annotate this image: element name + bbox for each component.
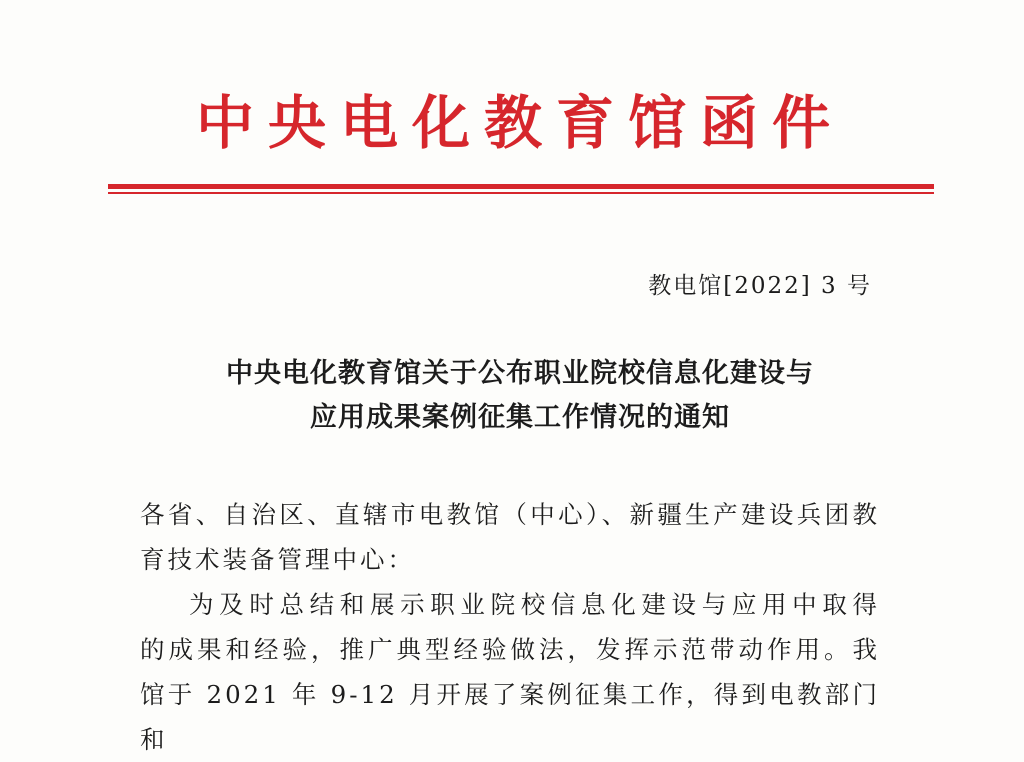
masthead-title: 中央电化教育馆函件 bbox=[195, 89, 844, 157]
notice-title-line-1: 中央电化教育馆关于公布职业院校信息化建设与 bbox=[226, 358, 814, 389]
notice-title-line-2: 应用成果案例征集工作情况的通知 bbox=[310, 402, 730, 433]
notice-title bbox=[130, 352, 910, 440]
addressee-line-2: 育技术装备管理中心： bbox=[140, 545, 415, 574]
addressee-line-1: 各省、自治区、直辖市电教馆（中心）、新疆生产建设兵团教 bbox=[140, 500, 880, 529]
red-rule-thick bbox=[108, 184, 934, 189]
paragraph-line-3: 馆于 2021 年 9-12 月开展了案例征集工作，得到电教部门和 bbox=[140, 680, 880, 754]
paragraph-line-2: 的成果和经验，推广典型经验做法，发挥示范带动作用。我 bbox=[140, 635, 880, 664]
document-number: 教电馆[2022] 3 号 bbox=[648, 273, 872, 299]
paragraph-line-1: 为及时总结和展示职业院校信息化建设与应用中取得 bbox=[189, 590, 880, 619]
red-rule-thin bbox=[108, 192, 934, 194]
